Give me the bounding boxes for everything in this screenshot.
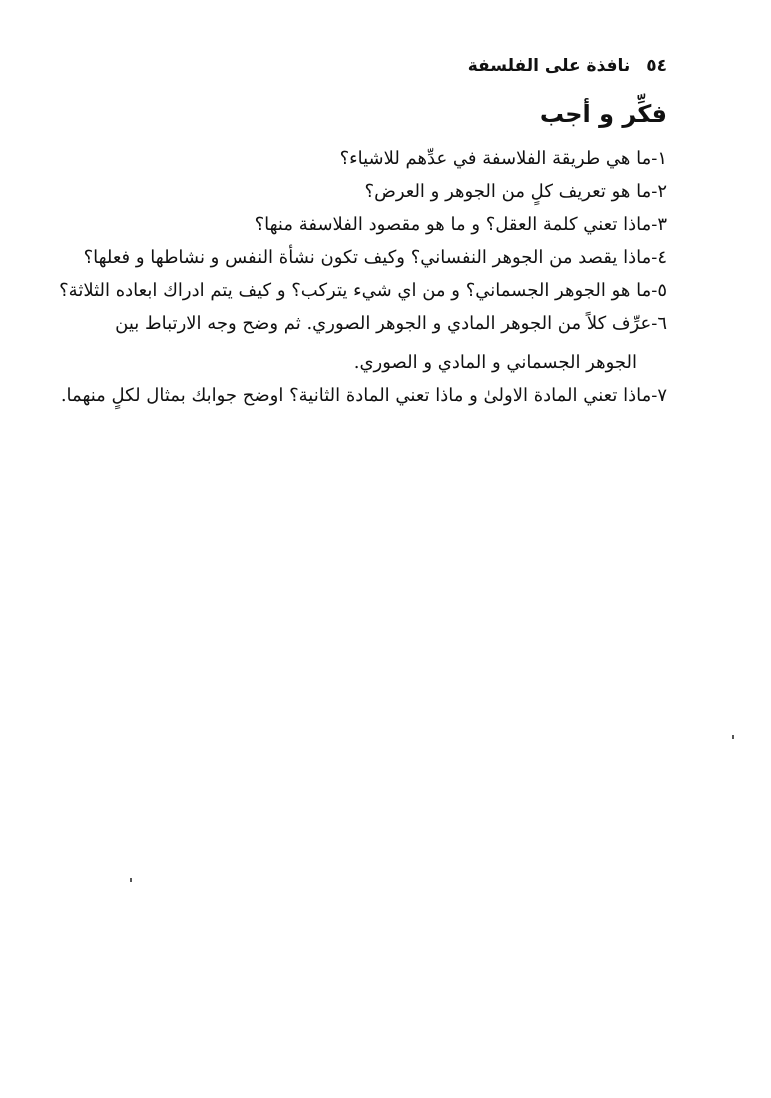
question-continuation: الجوهر الجسماني و المادي و الصوري. [353, 352, 637, 373]
question-text: ماذا تعني المادة الاولىٰ و ماذا تعني المادة الثانية؟ اوضح جوابك بمثال لكلٍ منهما. [60, 385, 652, 406]
question-text: ما هي طريقة الفلاسفة في عدِّهم للاشياء؟ [339, 148, 652, 169]
question-item: ٤-ماذا يقصد من الجوهر النفساني؟ وكيف تكون نشأة النفس و نشاطها و فعلها؟ [83, 247, 667, 268]
question-text: ما هو الجوهر الجسماني؟ و من اي شيء يتركب؟ و كيف يتم ادراك ابعاده الثلاثة؟ [59, 280, 652, 301]
book-title: نافذة على الفلسفة [467, 56, 631, 76]
question-text: ما هو تعريف كلٍ من الجوهر و العرض؟ [364, 181, 652, 202]
question-item: ١-ما هي طريقة الفلاسفة في عدِّهم للاشياء؟ [339, 148, 667, 169]
question-text: ماذا تعني كلمة العقل؟ و ما هو مقصود الفلاسفة منها؟ [254, 214, 652, 235]
question-item: ٢-ما هو تعريف كلٍ من الجوهر و العرض؟ [364, 181, 667, 202]
question-text: عرِّف كلاً من الجوهر المادي و الجوهر الصوري. ثم وضح وجه الارتباط بين [115, 313, 652, 334]
page-number: ٥٤ [646, 56, 667, 76]
section-title: فكِّر و أجب [539, 100, 667, 128]
question-number: ٢ [657, 181, 667, 202]
question-number: ٤ [657, 247, 667, 268]
question-item: ٦-عرِّف كلاً من الجوهر المادي و الجوهر الصوري. ثم وضح وجه الارتباط بين الجوهر الجسماني و المادي و الصوري. [102, 307, 667, 379]
question-number: ٧ [657, 385, 667, 406]
scan-speck [130, 878, 132, 882]
question-number: ٣ [657, 214, 667, 235]
question-text: ماذا يقصد من الجوهر النفساني؟ وكيف تكون نشأة النفس و نشاطها و فعلها؟ [83, 247, 652, 268]
scan-speck [732, 735, 734, 739]
question-list [59, 142, 667, 412]
question-item: ٧-ماذا تعني المادة الاولىٰ و ماذا تعني المادة الثانية؟ اوضح جوابك بمثال لكلٍ منهما. [60, 385, 667, 406]
question-number: ٦ [657, 313, 667, 334]
question-number: ٥ [657, 280, 667, 301]
question-item: ٣-ماذا تعني كلمة العقل؟ و ما هو مقصود الفلاسفة منها؟ [254, 214, 667, 235]
question-item: ٥-ما هو الجوهر الجسماني؟ و من اي شيء يتركب؟ و كيف يتم ادراك ابعاده الثلاثة؟ [59, 280, 667, 301]
running-header [468, 56, 667, 76]
question-number: ١ [657, 148, 667, 169]
